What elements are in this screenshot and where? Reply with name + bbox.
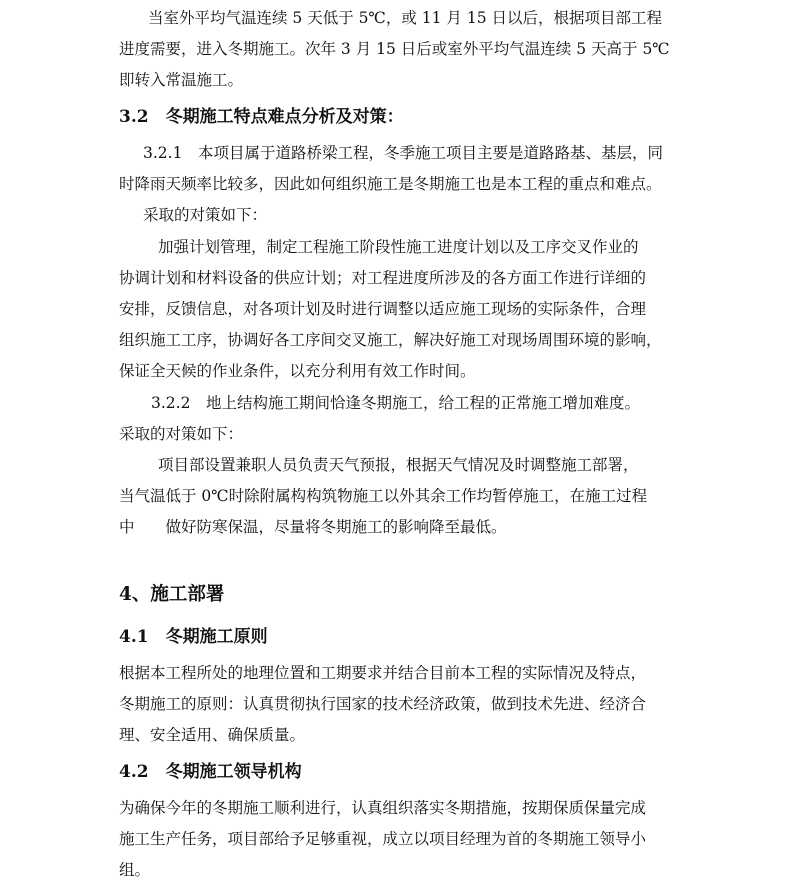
section-heading-4: 4、施工部署 bbox=[119, 584, 225, 605]
intro-line-1: 当室外平均气温连续 5 天低于 5℃，或 11 月 15 日以后，根据项目部工程 bbox=[148, 9, 662, 27]
para-4-2-line-1: 为确保今年的冬期施工顺利进行，认真组织落实冬期措施，按期保质保量完成 bbox=[119, 799, 647, 817]
measures-2-line-1: 项目部设置兼职人员负责天气预报，根据天气情况及时调整施工部署， bbox=[158, 456, 639, 474]
measures-label-2: 采取的对策如下： bbox=[119, 425, 244, 443]
para-4-1-line-2: 冬期施工的原则：认真贯彻执行国家的技术经济政策，做到技术先进、经济合 bbox=[119, 695, 647, 713]
intro-line-2: 进度需要，进入冬期施工。次年 3 月 15 日后或室外平均气温连续 5 天高于 5℃ bbox=[119, 40, 670, 58]
measures-1-line-2: 协调计划和材料设备的供应计划；对工程进度所涉及的各方面工作进行详细的 bbox=[119, 269, 647, 287]
section-heading-4-2: 4.2 冬期施工领导机构 bbox=[119, 762, 302, 782]
para-4-2-line-3: 组。 bbox=[119, 861, 151, 879]
intro-line-3: 即转入常温施工。 bbox=[119, 71, 244, 89]
para-4-1-line-1: 根据本工程所处的地理位置和工期要求并结合目前本工程的实际情况及特点， bbox=[119, 664, 647, 682]
measures-1-line-5: 保证全天候的作业条件，以充分利用有效工作时间。 bbox=[119, 362, 476, 380]
section-heading-3-2: 3.2 冬期施工特点难点分析及对策： bbox=[119, 107, 404, 127]
measures-label-1: 采取的对策如下： bbox=[143, 206, 268, 224]
measures-1-line-3: 安排，反馈信息，对各项计划及时进行调整以适应施工现场的实际条件，合理 bbox=[119, 300, 647, 318]
measures-1-line-1: 加强计划管理，制定工程施工阶段性施工进度计划以及工序交叉作业的 bbox=[158, 238, 639, 256]
measures-2-line-3: 中 做好防寒保温，尽量将冬期施工的影响降至最低。 bbox=[119, 518, 507, 536]
section-heading-4-1: 4.1 冬期施工原则 bbox=[119, 627, 268, 647]
measures-2-line-2: 当气温低于 0℃时除附属构构筑物施工以外其余工作均暂停施工，在施工过程 bbox=[119, 487, 648, 505]
para-4-2-line-2: 施工生产任务，项目部给予足够重视，成立以项目经理为首的冬期施工领导小 bbox=[119, 830, 647, 848]
para-4-1-line-3: 理、安全适用、确保质量。 bbox=[119, 726, 306, 744]
para-3-2-1-line-1: 3.2.1 本项目属于道路桥梁工程，冬季施工项目主要是道路路基、基层，同 bbox=[143, 144, 663, 162]
para-3-2-2-line-1: 3.2.2 地上结构施工期间恰逢冬期施工，给工程的正常施工增加难度。 bbox=[151, 394, 640, 412]
para-3-2-1-line-2: 时降雨天频率比较多，因此如何组织施工是冬期施工也是本工程的重点和难点。 bbox=[119, 175, 662, 193]
measures-1-line-4: 组织施工工序，协调好各工序间交叉施工，解决好施工对现场周围环境的影响， bbox=[119, 331, 662, 349]
